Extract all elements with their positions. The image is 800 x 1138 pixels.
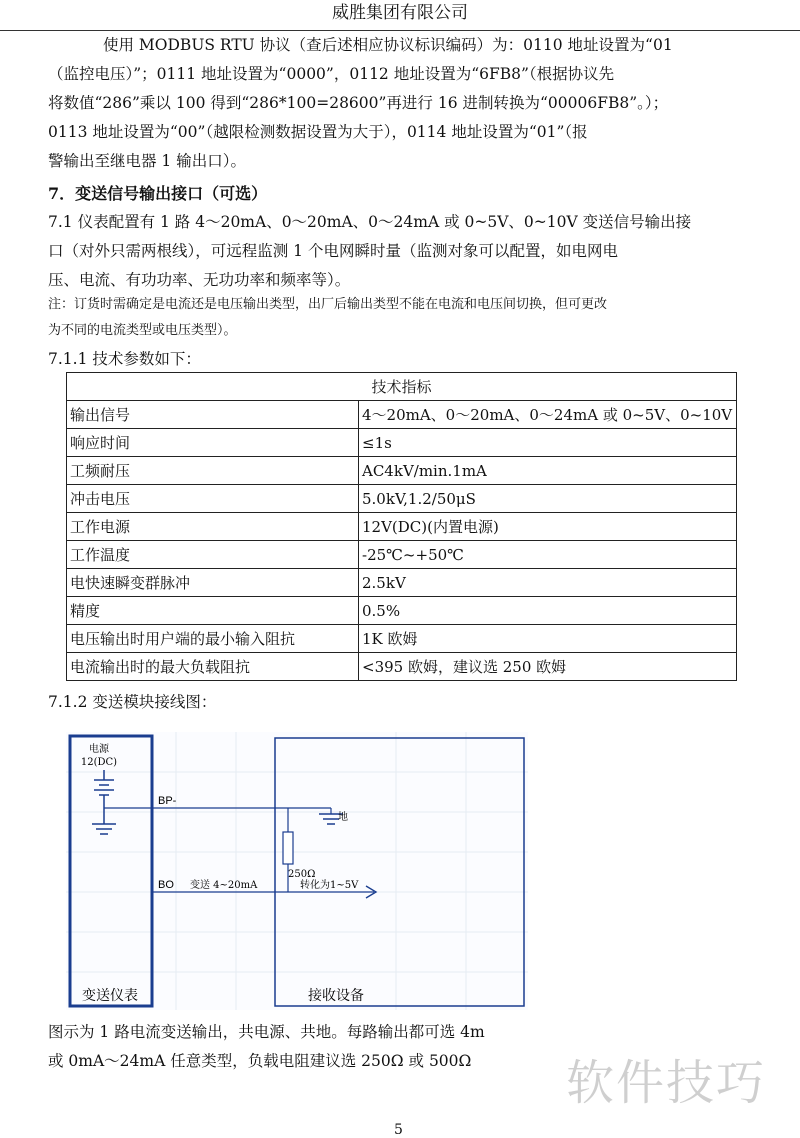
intro-line-1: 使用 MODBUS RTU 协议（查后述相应协议标识编码）为：0110 地址设置为“01	[103, 36, 673, 54]
section-7-1-1-title: 7.1.1 技术参数如下：	[48, 350, 201, 368]
caption-line-1: 图示为 1 路电流变送输出，共电源、共地。每路输出都可选 4m	[48, 1023, 485, 1041]
note-line-2: 为不同的电流类型或电压类型）。	[48, 323, 237, 338]
power-label: 电源	[89, 744, 109, 755]
param-name: 电流输出时的最大负载阻抗	[67, 653, 359, 681]
param-name: 精度	[67, 597, 359, 625]
table-row	[67, 401, 737, 429]
wiring-diagram	[66, 732, 528, 1010]
param-name: 工作电源	[67, 513, 359, 541]
table-row	[67, 485, 737, 513]
section-7-1-line-2: 口（对外只需两根线），可远程监测 1 个电网瞬时量（监测对象可以配置，如电网电	[48, 242, 618, 260]
caption-line-2: 或 0mA～24mA 任意类型，负载电阻建议选 250Ω 或 500Ω	[48, 1052, 472, 1070]
section-7-1-line-3: 压、电流、有功功率、无功功率和频率等）。	[48, 271, 351, 289]
table-row	[67, 597, 737, 625]
convert-label: 转化为1~5V	[300, 880, 359, 891]
table-header-cell: 技术指标	[67, 373, 737, 401]
intro-line-4: 0113 地址设置为“00”（越限检测数据设置为大于），0114 地址设置为“01”（报	[48, 123, 588, 141]
param-name: 电压输出时用户端的最小输入阻抗	[67, 625, 359, 653]
param-value: 0.5%	[359, 597, 737, 625]
table-row	[67, 457, 737, 485]
page-header	[0, 0, 800, 31]
param-value: AC4kV/min.1mA	[359, 457, 737, 485]
resistor-label: 250Ω	[288, 869, 316, 880]
intro-line-5: 警输出至继电器 1 输出口）。	[48, 152, 246, 170]
table-row	[67, 541, 737, 569]
ground-label: 地	[338, 812, 348, 823]
param-name: 工作温度	[67, 541, 359, 569]
param-name: 工频耐压	[67, 457, 359, 485]
param-value: 2.5kV	[359, 569, 737, 597]
param-name: 响应时间	[67, 429, 359, 457]
param-value: 4～20mA、0～20mA、0～24mA 或 0~5V、0~10V	[359, 401, 737, 429]
param-value: 5.0kV,1.2/50μS	[359, 485, 737, 513]
header-title: 威胜集团有限公司	[332, 3, 468, 23]
param-name: 输出信号	[67, 401, 359, 429]
section-7-1-line-1: 7.1 仪表配置有 1 路 4～20mA、0～20mA、0～24mA 或 0~5V、0~10V 变送信号输出接	[48, 213, 692, 231]
section-7-1-2-title: 7.1.2 变送模块接线图：	[48, 693, 217, 711]
receiver-label: 接收设备	[308, 988, 364, 1004]
table-header-row	[67, 373, 737, 401]
note-line-1: 注：订货时需确定是电流还是电压输出类型，出厂后输出类型不能在电流和电压间切换，但可更改	[48, 297, 608, 312]
page-number: 5	[394, 1122, 403, 1138]
signal-label: 变送 4~20mA	[190, 880, 258, 891]
bo-label: BO	[158, 879, 174, 891]
section-heading: 7．变送信号输出接口（可选）	[48, 184, 268, 203]
param-value: 1K 欧姆	[359, 625, 737, 653]
intro-line-2: （监控电压）”；0111 地址设置为“0000”，0112 地址设置为“6FB8”（根据协议先	[48, 65, 615, 83]
param-name: 冲击电压	[67, 485, 359, 513]
spec-table	[66, 372, 737, 681]
param-name: 电快速瞬变群脉冲	[67, 569, 359, 597]
table-row	[67, 429, 737, 457]
resistor-symbol	[283, 832, 293, 864]
table-row	[67, 513, 737, 541]
table-row	[67, 625, 737, 653]
param-value: -25℃~+50℃	[359, 541, 737, 569]
table-row	[67, 653, 737, 681]
param-value: <395 欧姆，建议选 250 欧姆	[359, 653, 737, 681]
param-value: 12V(DC)(内置电源)	[359, 513, 737, 541]
power-voltage-label: 12(DC)	[80, 757, 118, 768]
table-row	[67, 569, 737, 597]
param-value: ≤1s	[359, 429, 737, 457]
intro-line-3: 将数值“286”乘以 100 得到“286*100=28600”再进行 16 进制转换为“00006FB8”。）；	[48, 94, 669, 112]
bp-label: BP-	[158, 795, 177, 807]
transmitter-label: 变送仪表	[82, 988, 138, 1004]
watermark: 软件技巧	[566, 1055, 767, 1111]
